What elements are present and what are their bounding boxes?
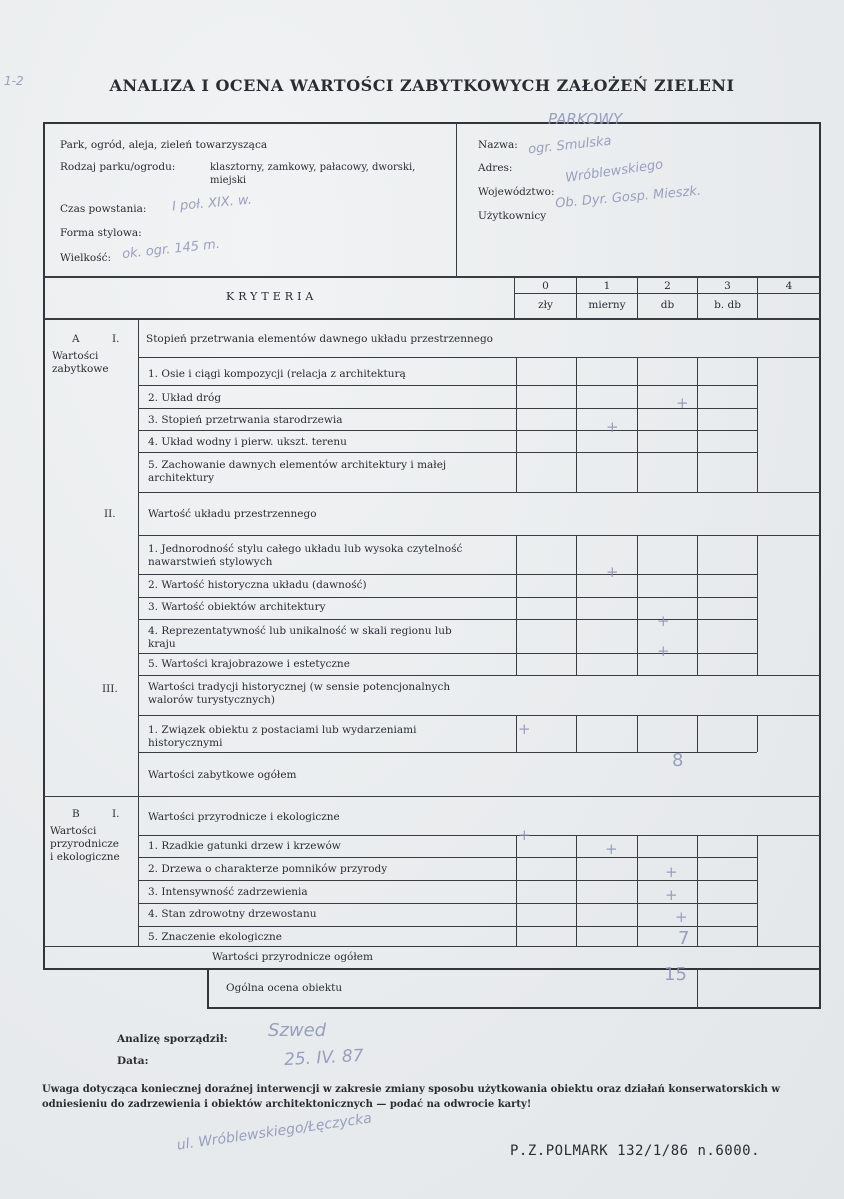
section-a3-title: Wartości tradycji historycznej (w sensie potencjonalnych walorów turystycznych): [148, 681, 451, 706]
a2-item-2: 2. Wartość historyczna układu (dawność): [148, 579, 367, 591]
a1-item-4: 4. Układ wodny i pierw. ukszt. terenu: [148, 436, 347, 448]
b1-item-2: 2. Drzewa o charakterze pomników przyrody: [148, 863, 388, 875]
a1-item-2: 2. Układ dróg: [148, 392, 222, 404]
rule: [139, 715, 820, 716]
rule: [139, 835, 820, 836]
print-code: P.Z.POLMARK 132/1/86 n.6000.: [510, 1143, 761, 1159]
mark-a2-1: +: [606, 563, 619, 581]
a1-item-5: 5. Zachowanie dawnych elementów architektury i małej architektury: [148, 459, 447, 484]
section-a-roman-3: III.: [102, 683, 118, 695]
section-a-roman-2: II.: [104, 508, 116, 520]
section-b-label: B: [72, 808, 80, 820]
kind-label: Rodzaj parku/ogrodu:: [60, 161, 176, 173]
rule: [139, 574, 757, 575]
b-total-label: Wartości przyrodnicze ogółem: [212, 951, 373, 963]
a-total-label: Wartości zabytkowe ogółem: [148, 769, 297, 781]
section-a-roman-1: I.: [112, 333, 120, 345]
a2-item-5: 5. Wartości krajobrazowe i estetyczne: [148, 658, 350, 670]
criteria-header-rule: [44, 318, 820, 320]
scale-label-0: zły: [538, 299, 553, 311]
col: [637, 535, 638, 675]
b1-item-3: 3. Intensywność zadrzewienia: [148, 886, 308, 898]
mark-b1-3: +: [665, 886, 678, 904]
scale-num-2: 2: [664, 280, 671, 292]
scale-num-1: 1: [603, 280, 611, 292]
section-a2-title: Wartość układu przestrzennego: [148, 508, 317, 520]
col: [637, 835, 638, 946]
col: [757, 535, 758, 675]
mark-b1-1b: +: [605, 840, 618, 858]
category-col-line: [138, 319, 139, 796]
style-label: Forma stylowa:: [60, 227, 142, 239]
mark-b1-4: +: [675, 908, 688, 926]
b1-item-5: 5. Znaczenie ekologiczne: [148, 931, 283, 943]
intervention-note: Uwaga dotycząca koniecznej doraźnej interwencji w zakresie zmiany sposobu użytkowania obiektu oraz działań konserwatorskich w odniesieniu do zadrzewienia i obiektów architektonicznych — podać na odwrocie karty!: [42, 1084, 780, 1110]
section-a-category: Wartości zabytkowe: [52, 350, 109, 375]
a2-item-4: 4. Reprezentatywność lub unikalność w skali regionu lub kraju: [148, 625, 452, 650]
rule: [139, 492, 820, 493]
page-title: ANALIZA I OCENA WARTOŚCI ZABYTKOWYCH ZAŁOŻEŃ ZIELENI: [109, 76, 735, 95]
col: [697, 835, 698, 946]
rule: [44, 946, 820, 947]
overall-label: Ogólna ocena obiektu: [226, 982, 343, 994]
rule: [139, 430, 757, 431]
margin-handwriting: 1-2: [4, 74, 24, 88]
rule: [139, 752, 757, 753]
col: [757, 357, 758, 492]
rule: [139, 408, 757, 409]
kind-options: klasztorny, zamkowy, pałacowy, dworski, miejski: [210, 162, 416, 186]
hw-signature: Szwed: [268, 1020, 327, 1041]
header-bottom-rule: [44, 276, 820, 278]
rule: [139, 385, 757, 386]
rule: [139, 597, 757, 598]
col: [576, 535, 577, 675]
scale-rule: [514, 293, 820, 294]
section-a1-title: Stopień przetrwania elementów dawnego układu przestrzennego: [146, 333, 493, 345]
section-b-roman-1: I.: [112, 808, 120, 820]
scale-label-1: mierny: [588, 299, 626, 311]
mark-a2-4: +: [657, 612, 670, 630]
a2-item-3: 3. Wartość obiektów architektury: [148, 601, 326, 613]
size-label: Wielkość:: [60, 252, 112, 264]
col: [697, 535, 698, 675]
col: [757, 715, 758, 752]
rule: [139, 452, 757, 453]
users-label: Użytkownicy: [478, 210, 547, 222]
hw-name-value: ogr. Smulska: [527, 133, 613, 158]
hw-address-value: Wróblewskiego: [564, 157, 665, 186]
scale-num-3: 3: [724, 280, 731, 292]
mark-a2-5: +: [657, 642, 670, 660]
park-type-label: Park, ogród, aleja, zieleń towarzysząca: [60, 139, 268, 151]
mark-a1-3: +: [606, 418, 619, 436]
section-b1-title: Wartości przyrodnicze i ekologiczne: [148, 811, 340, 823]
scale-num-4: 4: [785, 280, 793, 292]
creation-label: Czas powstania:: [60, 203, 147, 215]
col: [516, 835, 517, 946]
col: [576, 835, 577, 946]
mark-b1-5: 7: [678, 928, 690, 949]
mark-overall: 15: [664, 964, 687, 985]
hw-voivodeship-value: Ob. Dyr. Gosp. Mieszk.: [554, 183, 702, 212]
col: [697, 715, 698, 752]
mark-a3-1: +: [518, 720, 531, 738]
rule: [139, 357, 820, 358]
category-col-line-b: [138, 796, 139, 946]
date-label: Data:: [117, 1055, 149, 1067]
a3-item-1: 1. Związek obiektu z postaciami lub wydarzeniami historycznymi: [148, 724, 417, 749]
a2-item-1: 1. Jednorodność stylu całego układu lub wysoka czytelność nawarstwień stylowych: [148, 543, 463, 568]
col: [576, 357, 577, 492]
mark-a1-2: +: [676, 394, 689, 412]
b1-item-4: 4. Stan zdrowotny drzewostanu: [148, 908, 317, 920]
hw-date-value: 25. IV. 87: [283, 1045, 365, 1071]
name-label: Nazwa:: [478, 139, 518, 151]
mark-b1-1a: +: [518, 826, 531, 844]
scale-label-3: b. db: [714, 299, 741, 311]
overall-value-divider: [697, 969, 698, 1007]
mark-b1-2: +: [665, 863, 678, 881]
scale-label-2: db: [660, 299, 675, 311]
prepared-by-label: Analizę sporządził:: [117, 1033, 228, 1045]
col: [516, 357, 517, 492]
hw-bottom-note: ul. Wróblewskiego/Łęczycka: [175, 1110, 373, 1154]
col: [757, 835, 758, 946]
a1-item-1: 1. Osie i ciągi kompozycji (relacja z architekturą: [148, 368, 406, 380]
mark-a-total: 8: [672, 750, 684, 771]
col: [637, 715, 638, 752]
rule: [139, 675, 820, 676]
rule: [44, 796, 820, 797]
col: [516, 535, 517, 675]
criteria-header: KRYTERIA: [226, 290, 318, 303]
rule: [139, 535, 820, 536]
b1-item-1: 1. Rzadkie gatunki drzew i krzewów: [148, 840, 341, 852]
header-divider: [456, 123, 457, 276]
address-label: Adres:: [478, 162, 513, 174]
rule: [139, 926, 757, 927]
rule: [139, 857, 757, 858]
section-b-category: Wartości przyrodnicze i ekologiczne: [50, 825, 120, 863]
a1-item-3: 3. Stopień przetrwania starodrzewia: [148, 414, 343, 426]
section-a-label: A: [72, 333, 80, 345]
col: [576, 715, 577, 752]
hw-size-value: ok. ogr. 145 m.: [121, 236, 221, 263]
scale-num-0: 0: [542, 280, 549, 292]
voivodeship-label: Województwo:: [478, 186, 555, 198]
hw-name-top: PARKOWY: [548, 110, 623, 128]
col: [516, 715, 517, 752]
col: [637, 357, 638, 492]
hw-creation-value: I poł. XIX. w.: [171, 192, 253, 215]
col: [697, 357, 698, 492]
